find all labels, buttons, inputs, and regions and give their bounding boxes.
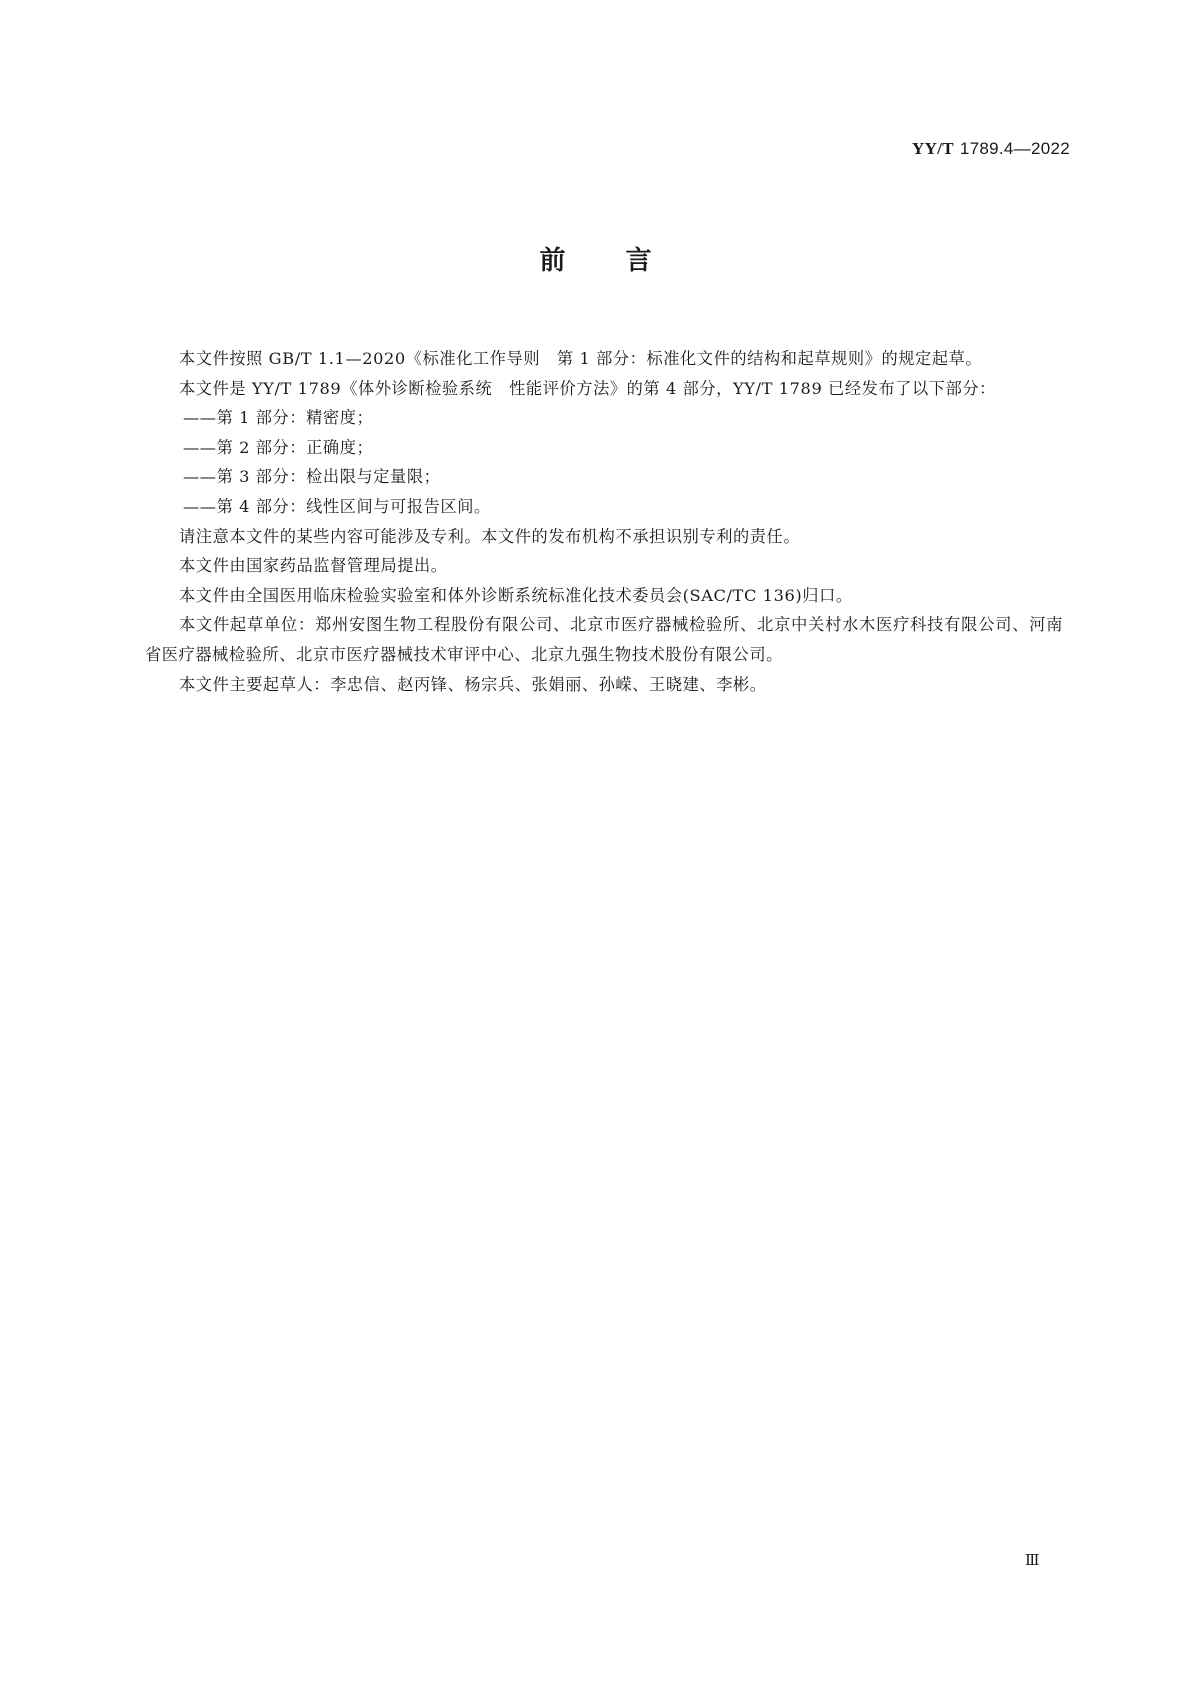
- paragraph-committee: 本文件由全国医用临床检验实验室和体外诊断系统标准化技术委员会(SAC/TC 136)归口。: [179, 585, 853, 605]
- paragraph-proposer: 本文件由国家药品监督管理局提出。: [179, 556, 448, 576]
- standard-code-header: [912, 139, 1070, 159]
- list-item-part-2: ——第 2 部分：正确度；: [183, 437, 374, 457]
- list-item-part-1: ——第 1 部分：精密度；: [183, 408, 374, 428]
- paragraph-drafting-units: 本文件起草单位：郑州安图生物工程股份有限公司、北京市医疗器械检验所、北京中关村水木医疗科技有限公司、河南省医疗器械检验所、北京市医疗器械技术审评中心、北京九强生物技术股份有限公司。: [145, 615, 1063, 664]
- list-item-part-4: ——第 4 部分：线性区间与可报告区间。: [183, 496, 491, 516]
- page-number: Ⅲ: [1025, 1553, 1040, 1569]
- foreword-body: [145, 344, 1063, 699]
- paragraph-drafting-rules: 本文件按照 GB/T 1.1—2020《标准化工作导则 第 1 部分：标准化文件的结构和起草规则》的规定起草。: [179, 349, 983, 368]
- standard-prefix: YY/T: [912, 139, 954, 158]
- paragraph-series-intro: 本文件是 YY/T 1789《体外诊断检验系统 性能评价方法》的第 4 部分，YY/T 1789 已经发布了以下部分：: [179, 378, 996, 398]
- paragraph-patent-notice: 请注意本文件的某些内容可能涉及专利。本文件的发布机构不承担识别专利的责任。: [179, 526, 801, 546]
- list-item-part-3: ——第 3 部分：检出限与定量限；: [183, 467, 441, 487]
- page-title: 前言: [539, 246, 712, 276]
- paragraph-drafters: 本文件主要起草人：李忠信、赵丙锋、杨宗兵、张娟丽、孙嵘、王晓建、李彬。: [179, 674, 767, 694]
- standard-number: 1789.4—2022: [959, 139, 1070, 158]
